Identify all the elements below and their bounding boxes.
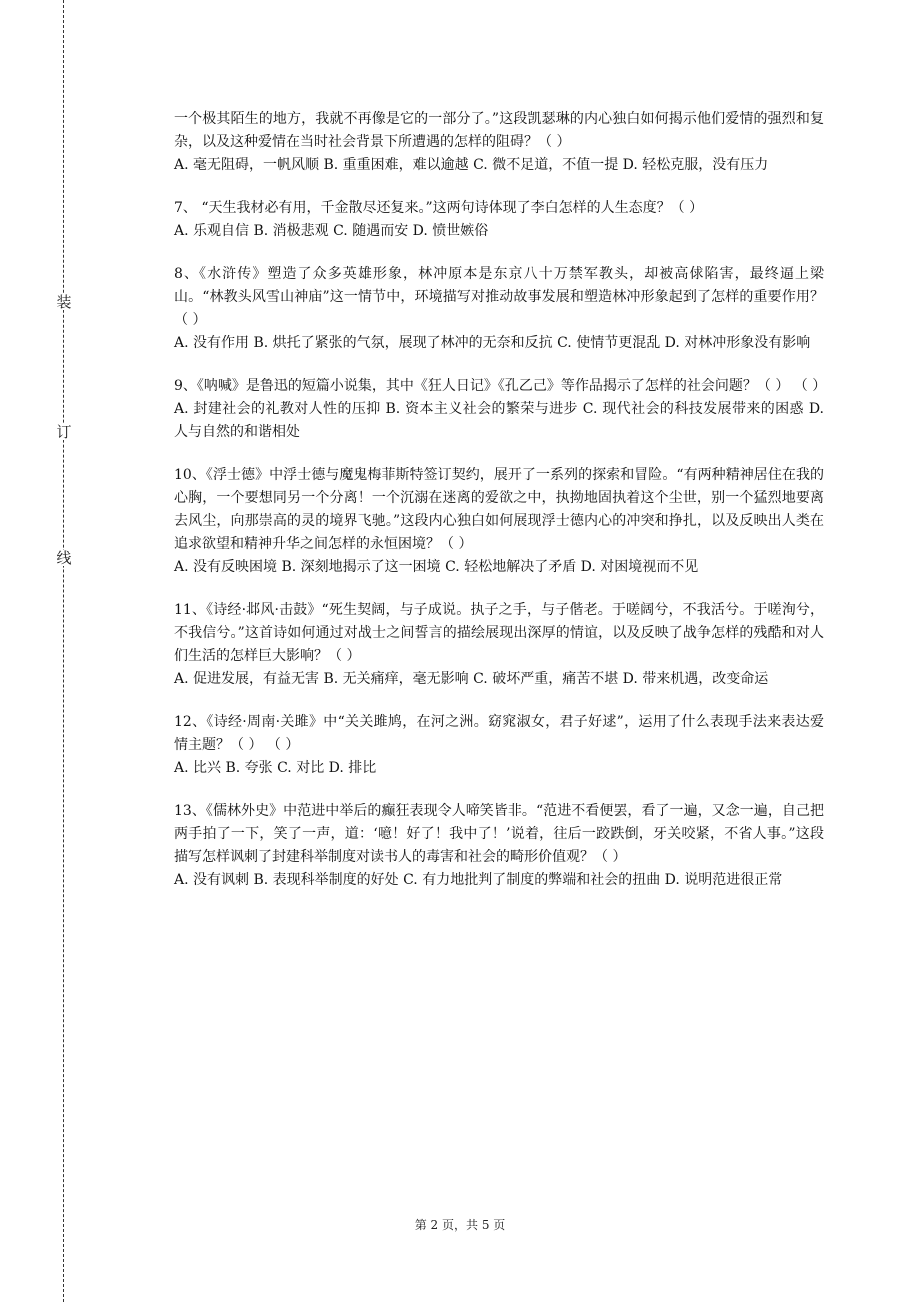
question-options: A. 乐观自信 B. 消极悲观 C. 随遇而安 D. 愤世嫉俗: [174, 223, 489, 239]
question-10: [174, 464, 824, 579]
question-options: A. 封建社会的礼教对人性的压抑 B. 资本主义社会的繁荣与进步 C. 现代社会的科技发展带来的困惑 D. 人与自然的和谐相处: [174, 401, 824, 440]
question-options: A. 比兴 B. 夸张 C. 对比 D. 排比: [174, 760, 377, 776]
question-8: [174, 263, 824, 355]
binding-mark-xian: 线: [56, 549, 72, 567]
binding-dashed-line: [63, 0, 64, 1302]
question-options: A. 没有讽刺 B. 表现科举制度的好处 C. 有力地批判了制度的弊端和社会的扭曲 D. 说明范进很正常: [174, 872, 783, 888]
question-9: [174, 375, 827, 444]
question-stem: 8、《水浒传》塑造了众多英雄形象，林冲原本是东京八十万禁军教头，却被高俅陷害，最终逼上梁山。“林教头风雪山神庙”这一情节中，环境描写对推动故事发展和塑造林冲形象起到了怎样的重要作用？（ ）: [174, 266, 824, 328]
question-7: [174, 197, 824, 243]
question-stem: 11、《诗经·邶风·击鼓》“死生契阔，与子成说。执子之手，与子偕老。于嗟阔兮，不我活兮。于嗟洵兮，不我信兮。”这首诗如何通过对战士之间誓言的描绘展现出深厚的情谊，以及反映了战争怎样的残酷和对人们生活的怎样巨大影响？（ ）: [174, 602, 824, 664]
question-options: A. 毫无阻碍，一帆风顺 B. 重重困难，难以逾越 C. 微不足道，不值一提 D. 轻松克服，没有压力: [174, 157, 769, 173]
question-options: A. 没有反映困境 B. 深刻地揭示了这一困境 C. 轻松地解决了矛盾 D. 对困境视而不见: [174, 559, 699, 575]
question-stem: 一个极其陌生的地方，我就不再像是它的一部分了。”这段凯瑟琳的内心独白如何揭示他们爱情的强烈和复杂，以及这种爱情在当时社会背景下所遭遇的怎样的阻碍？（ ）: [174, 111, 824, 150]
question-6-continued: [174, 108, 824, 177]
question-stem: 13、《儒林外史》中范进中举后的癫狂表现令人啼笑皆非。“范进不看便罢，看了一遍，又念一遍，自己把两手拍了一下，笑了一声，道：‘噫！好了！我中了！’说着，往后一跤跌倒，牙关咬紧，不省人事。”这段描写怎样讽刺了封建科举制度对读书人的毒害和社会的畸形价值观？（ ）: [174, 803, 824, 865]
question-stem: 9、《呐喊》是鲁迅的短篇小说集，其中《狂人日记》《孔乙己》等作品揭示了怎样的社会问题？（ ） （ ）: [174, 378, 827, 394]
question-options: A. 促进发展，有益无害 B. 无关痛痒，毫无影响 C. 破坏严重，痛苦不堪 D. 带来机遇，改变命运: [174, 671, 769, 687]
question-options: A. 没有作用 B. 烘托了紧张的气氛，展现了林冲的无奈和反抗 C. 使情节更混乱 D. 对林冲形象没有影响: [174, 335, 811, 351]
question-12: [174, 711, 824, 780]
question-13: [174, 800, 824, 892]
question-stem: 7、 “天生我材必有用，千金散尽还复来。”这两句诗体现了李白怎样的人生态度？（ ）: [174, 200, 704, 216]
page-number: 第 2 页，共 5 页: [414, 1218, 506, 1232]
binding-mark-zhuang: 装: [56, 293, 72, 311]
binding-mark-ding: 订: [56, 423, 72, 441]
question-11: [174, 599, 824, 691]
question-stem: 10、《浮士德》中浮士德与魔鬼梅菲斯特签订契约，展开了一系列的探索和冒险。“有两种精神居住在我的心胸，一个要想同另一个分离！一个沉溺在迷离的爱欲之中，执拗地固执着这个尘世，别一个猛烈地要离去风尘，向那崇高的灵的境界飞驰。”这段内心独白如何展现浮士德内心的冲突和挣扎，以及反映出人类在追求欲望和精神升华之间怎样的永恒困境？（ ）: [174, 467, 824, 552]
question-stem: 12、《诗经·周南·关雎》中“关关雎鸠，在河之洲。窈窕淑女，君子好逑”，运用了什么表现手法来表达爱情主题？（ ） （ ）: [174, 714, 824, 753]
question-list: [174, 108, 827, 912]
